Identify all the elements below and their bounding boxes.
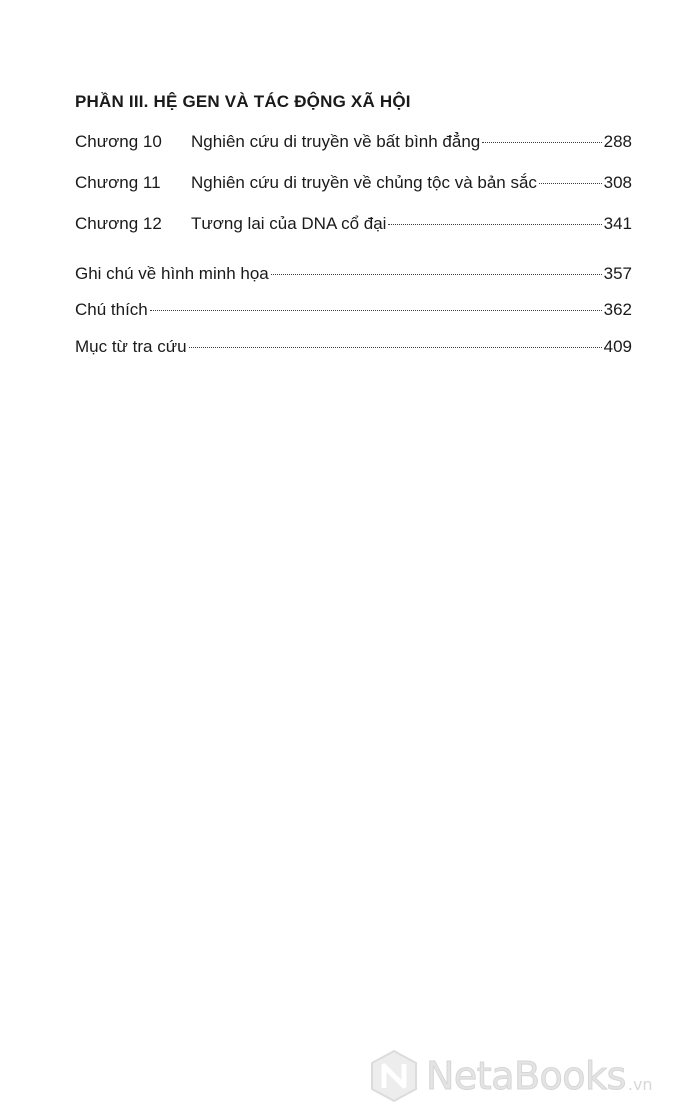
netabooks-logo-icon xyxy=(368,1048,420,1104)
dot-leader xyxy=(539,183,602,184)
entry-title: Mục từ tra cứu xyxy=(75,337,187,356)
chapter-title: Tương lai của DNA cổ đại xyxy=(191,214,387,233)
entry-title: Ghi chú về hình minh họa xyxy=(75,264,269,283)
watermark-brand: NetaBooks xyxy=(426,1054,626,1098)
page-number: 288 xyxy=(603,132,632,151)
page-number: 409 xyxy=(603,337,632,356)
dot-leader xyxy=(150,310,602,311)
toc-entry-chapter-11[interactable] xyxy=(75,173,632,197)
section-heading: PHẦN III. HỆ GEN VÀ TÁC ĐỘNG XÃ HỘI xyxy=(75,92,411,111)
toc-entry-notes[interactable] xyxy=(75,300,632,324)
entry-title: Chú thích xyxy=(75,300,148,319)
chapter-label: Chương 12 xyxy=(75,214,162,233)
toc-entry-index[interactable] xyxy=(75,337,632,361)
toc-entry-chapter-12[interactable] xyxy=(75,214,632,238)
watermark xyxy=(368,1046,688,1106)
toc-entry-chapter-10[interactable] xyxy=(75,132,632,156)
page-number: 362 xyxy=(603,300,632,319)
page-number: 308 xyxy=(603,173,632,192)
chapter-label: Chương 10 xyxy=(75,132,162,151)
dot-leader xyxy=(482,142,601,143)
chapter-title: Nghiên cứu di truyền về bất bình đẳng xyxy=(191,132,481,151)
dot-leader xyxy=(271,274,602,275)
dot-leader xyxy=(388,224,601,225)
dot-leader xyxy=(189,347,602,348)
page-number: 341 xyxy=(603,214,632,233)
chapter-title: Nghiên cứu di truyền về chủng tộc và bản sắc xyxy=(191,173,537,192)
chapter-label: Chương 11 xyxy=(75,173,161,192)
page-number: 357 xyxy=(603,264,632,283)
watermark-suffix: .vn xyxy=(627,1074,653,1094)
toc-entry-illustrations[interactable] xyxy=(75,264,632,288)
